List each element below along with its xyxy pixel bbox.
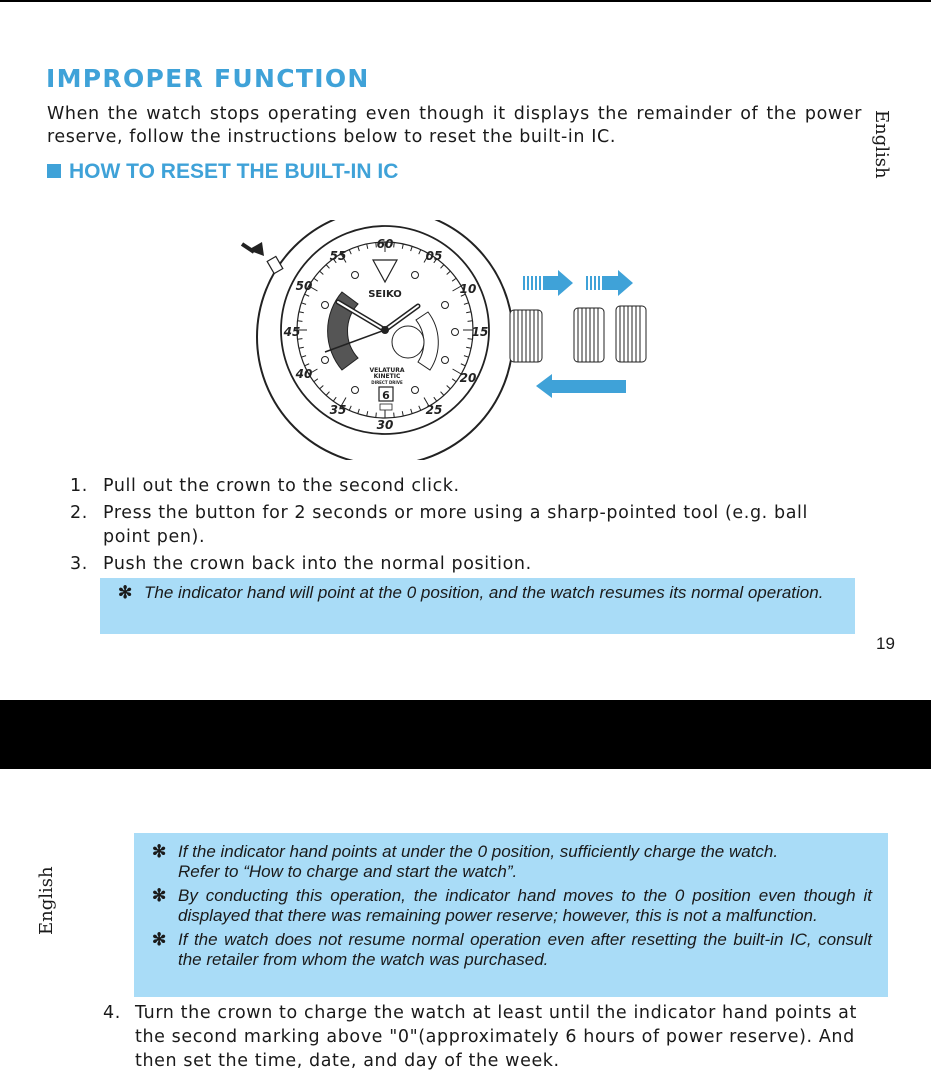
dial-tick (394, 413, 395, 418)
dial-tick (297, 321, 302, 322)
page-title: IMPROPER FUNCTION (46, 64, 370, 93)
bezel-number: 60 (376, 237, 394, 251)
side-language-label-bottom (36, 855, 66, 935)
top-border-line (0, 0, 931, 2)
dial-tick (394, 242, 395, 247)
bezel-number: 50 (295, 279, 313, 293)
bezel-number: 45 (283, 325, 301, 339)
section-heading (47, 160, 398, 184)
note-text: If the watch does not resume normal operation even after resetting the built-in IC, consult the retailer from whom the watch was purchased. (178, 930, 872, 969)
note-box-top (100, 578, 855, 634)
dial-tick (468, 321, 473, 322)
dial-tick (376, 413, 377, 418)
note-item (150, 930, 872, 970)
step-text: Press the button for 2 seconds or more using a sharp-pointed tool (e.g. ball point pen). (103, 503, 808, 547)
step-4 (103, 1001, 878, 1073)
step-number: 3. (70, 554, 88, 574)
bezel-number: 15 (471, 325, 489, 339)
note-item (150, 886, 872, 926)
bezel-number: 55 (329, 249, 347, 263)
note-box-bottom (134, 833, 888, 997)
side-language-label-top (862, 90, 902, 179)
bezel-number: 35 (329, 403, 347, 417)
note-text: By conducting this operation, the indicator hand moves to the 0 position even though it displayed that there was remaining power reserve; however, this is not a malfunction. (178, 886, 872, 925)
step-text: Pull out the crown to the second click. (103, 476, 460, 496)
bezel-number: 20 (459, 371, 477, 385)
bezel-number: 05 (425, 249, 443, 263)
watch-illustration (240, 220, 660, 460)
asterisk-icon: ✻ (152, 842, 167, 861)
page-number: 19 (876, 634, 895, 653)
list-item (70, 501, 850, 549)
step-text: Push the crown back into the normal position. (103, 554, 532, 574)
model-text-line1: VELATURA (369, 367, 405, 374)
bezel-number: 25 (425, 403, 443, 417)
asterisk-icon: ✻ (152, 930, 167, 949)
side-language-text: English (871, 110, 892, 179)
date-window-number: 6 (382, 389, 390, 402)
list-item (70, 474, 850, 498)
square-bullet-icon (47, 164, 61, 178)
note-item (150, 842, 872, 882)
asterisk-icon: ✻ (118, 583, 133, 602)
note-text: The indicator hand will point at the 0 position, and the watch resumes its normal operation. (144, 583, 824, 602)
step-number: 1. (70, 476, 88, 496)
bezel-number: 30 (376, 418, 394, 432)
model-text-line2: KINETIC (373, 373, 401, 380)
step-number: 2. (70, 503, 88, 523)
asterisk-icon: ✻ (152, 886, 167, 905)
list-item (70, 552, 850, 576)
page-separator-band (0, 700, 931, 769)
bezel-number: 40 (295, 367, 313, 381)
reset-steps-list (70, 474, 850, 579)
step-number: 4. (103, 1003, 121, 1023)
side-language-text: English (36, 866, 57, 935)
bezel-number: 10 (459, 282, 477, 296)
note-text-line2: Refer to “How to charge and start the watch”. (178, 862, 518, 881)
brand-logo-text: SEIKO (368, 289, 402, 300)
model-text-line3: DIRECT DRIVE (371, 380, 403, 385)
step-text: Turn the crown to charge the watch at least until the indicator hand points at the second marking above "0"(approximately 6 hours of power reserve). And then set the time, date, and day of the week. (135, 1003, 857, 1071)
note-text: If the indicator hand points at under the 0 position, sufficiently charge the watch. (178, 842, 779, 861)
intro-paragraph: When the watch stops operating even though it displays the remainder of the power reserve, follow the instructions below to reset the built-in IC. (47, 104, 862, 147)
section-heading-text: HOW TO RESET THE BUILT-IN IC (69, 160, 399, 183)
